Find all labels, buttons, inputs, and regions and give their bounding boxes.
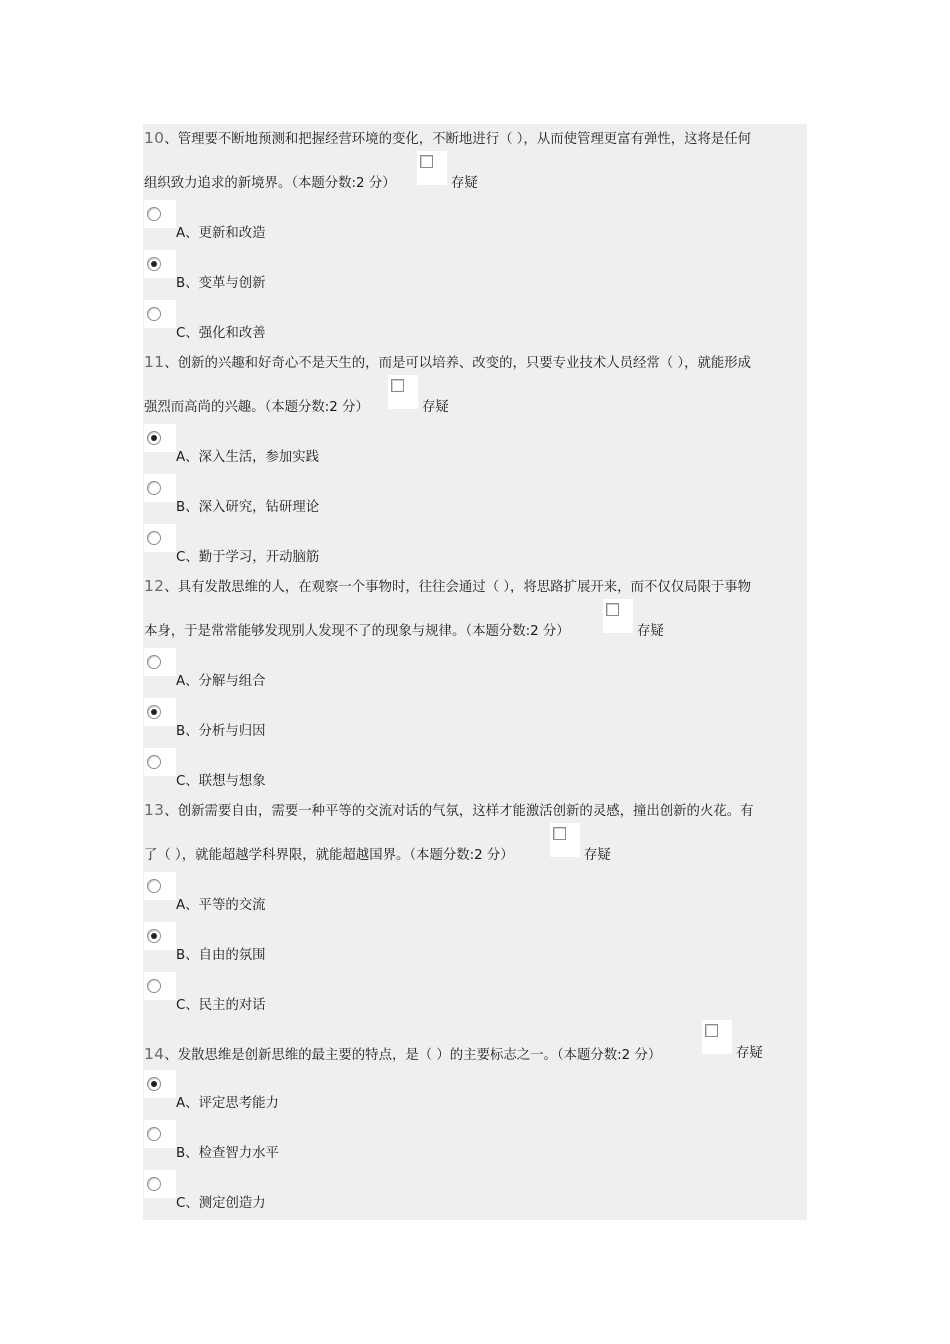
radio-button-selected[interactable] <box>147 929 161 943</box>
flag-checkbox[interactable] <box>550 823 580 857</box>
checkbox-icon <box>606 603 619 616</box>
option-label: A、平等的交流 <box>176 898 266 913</box>
checkbox-icon <box>553 827 566 840</box>
radio-container <box>144 1170 176 1198</box>
question-stem: 、管理要不断地预测和把握经营环境的变化，不断地进行（ ），从而使管理更富有弹性，这将是任何 <box>164 132 752 147</box>
flag-label: 存疑 <box>451 176 478 191</box>
option-label: C、勤于学习，开动脑筋 <box>176 550 320 565</box>
option-label: C、民主的对话 <box>176 998 266 1013</box>
option-label: C、联想与想象 <box>176 774 266 789</box>
flag-label: 存疑 <box>637 624 664 639</box>
option-label: B、检查智力水平 <box>176 1146 279 1161</box>
radio-container <box>144 524 176 552</box>
option-label: A、更新和改造 <box>176 226 266 241</box>
radio-container <box>144 872 176 900</box>
radio-button[interactable] <box>147 655 161 669</box>
option-label: B、自由的氛围 <box>176 948 266 963</box>
radio-container <box>144 698 176 726</box>
option-c[interactable] <box>143 524 807 574</box>
radio-button-selected[interactable] <box>147 431 161 445</box>
radio-button[interactable] <box>147 207 161 221</box>
radio-container <box>144 300 176 328</box>
radio-button[interactable] <box>147 879 161 893</box>
radio-container <box>144 250 176 278</box>
question-stem-continued: 本身，于是常常能够发现别人发现不了的现象与规律。（本题分数:2 分） <box>144 624 570 639</box>
question-text <box>144 353 751 373</box>
flag-label: 存疑 <box>422 400 449 415</box>
option-a[interactable] <box>143 424 807 474</box>
radio-button-selected[interactable] <box>147 705 161 719</box>
radio-button-selected[interactable] <box>147 257 161 271</box>
option-a[interactable] <box>143 1070 807 1120</box>
radio-container <box>144 474 176 502</box>
question-number: 12 <box>144 577 165 595</box>
flag-checkbox[interactable] <box>603 599 633 633</box>
radio-container <box>144 748 176 776</box>
radio-button[interactable] <box>147 1177 161 1191</box>
option-b[interactable] <box>143 1120 807 1170</box>
flag-label: 存疑 <box>584 848 611 863</box>
option-b[interactable] <box>143 250 807 300</box>
question-stem: 、发散思维是创新思维的最主要的特点，是（ ）的主要标志之一。（本题分数:2 分） <box>164 1048 662 1063</box>
option-a[interactable] <box>143 200 807 250</box>
option-label: C、测定创造力 <box>176 1196 266 1211</box>
flag-checkbox[interactable] <box>388 375 418 409</box>
question-stem-continued: 强烈而高尚的兴趣。（本题分数:2 分） <box>144 400 369 415</box>
question-text-continued <box>144 399 369 417</box>
question-text <box>144 801 754 821</box>
radio-container <box>144 1070 176 1098</box>
question-stem: 、创新需要自由，需要一种平等的交流对话的气氛，这样才能激活创新的灵感，撞出创新的火花。有 <box>164 804 754 819</box>
radio-button-selected[interactable] <box>147 1077 161 1091</box>
option-label: B、深入研究，钻研理论 <box>176 500 320 515</box>
option-label: C、强化和改善 <box>176 326 266 341</box>
flag-checkbox[interactable] <box>417 151 447 185</box>
radio-container <box>144 1120 176 1148</box>
radio-button[interactable] <box>147 307 161 321</box>
radio-container <box>144 922 176 950</box>
radio-button[interactable] <box>147 755 161 769</box>
question-text <box>144 129 751 149</box>
question-stem-continued: 组织致力追求的新境界。（本题分数:2 分） <box>144 176 396 191</box>
option-a[interactable] <box>143 872 807 922</box>
question-number: 10 <box>144 129 165 147</box>
option-label: B、分析与归因 <box>176 724 266 739</box>
radio-button[interactable] <box>147 1127 161 1141</box>
radio-button[interactable] <box>147 531 161 545</box>
question-number: 11 <box>144 353 165 371</box>
option-label: A、评定思考能力 <box>176 1096 279 1111</box>
option-a[interactable] <box>143 648 807 698</box>
radio-button[interactable] <box>147 481 161 495</box>
option-c[interactable] <box>143 972 807 1022</box>
radio-container <box>144 424 176 452</box>
checkbox-icon <box>391 379 404 392</box>
question-text <box>144 1045 661 1065</box>
question-text-continued <box>144 847 514 865</box>
question-text-continued <box>144 175 396 193</box>
option-label: A、深入生活，参加实践 <box>176 450 320 465</box>
option-c[interactable] <box>143 1170 807 1220</box>
radio-container <box>144 200 176 228</box>
option-c[interactable] <box>143 300 807 350</box>
option-c[interactable] <box>143 748 807 798</box>
question-stem-continued: 了（ ），就能超越学科界限，就能超越国界。（本题分数:2 分） <box>144 848 514 863</box>
question-text-continued <box>144 623 570 641</box>
question-number: 13 <box>144 801 165 819</box>
checkbox-icon <box>420 155 433 168</box>
option-b[interactable] <box>143 698 807 748</box>
flag-checkbox[interactable] <box>702 1020 732 1054</box>
question-stem: 、具有发散思维的人，在观察一个事物时，往往会通过（ ），将思路扩展开来，而不仅仅局限于事物 <box>164 580 752 595</box>
option-label: B、变革与创新 <box>176 276 266 291</box>
checkbox-icon <box>705 1024 718 1037</box>
option-b[interactable] <box>143 474 807 524</box>
option-label: A、分解与组合 <box>176 674 266 689</box>
quiz-panel <box>143 124 807 1220</box>
question-stem: 、创新的兴趣和好奇心不是天生的，而是可以培养、改变的，只要专业技术人员经常（ ），就能形成 <box>164 356 752 371</box>
question-number: 14 <box>144 1045 165 1063</box>
question-text <box>144 577 751 597</box>
radio-container <box>144 972 176 1000</box>
radio-button[interactable] <box>147 979 161 993</box>
option-b[interactable] <box>143 922 807 972</box>
flag-label: 存疑 <box>736 1046 763 1061</box>
radio-container <box>144 648 176 676</box>
